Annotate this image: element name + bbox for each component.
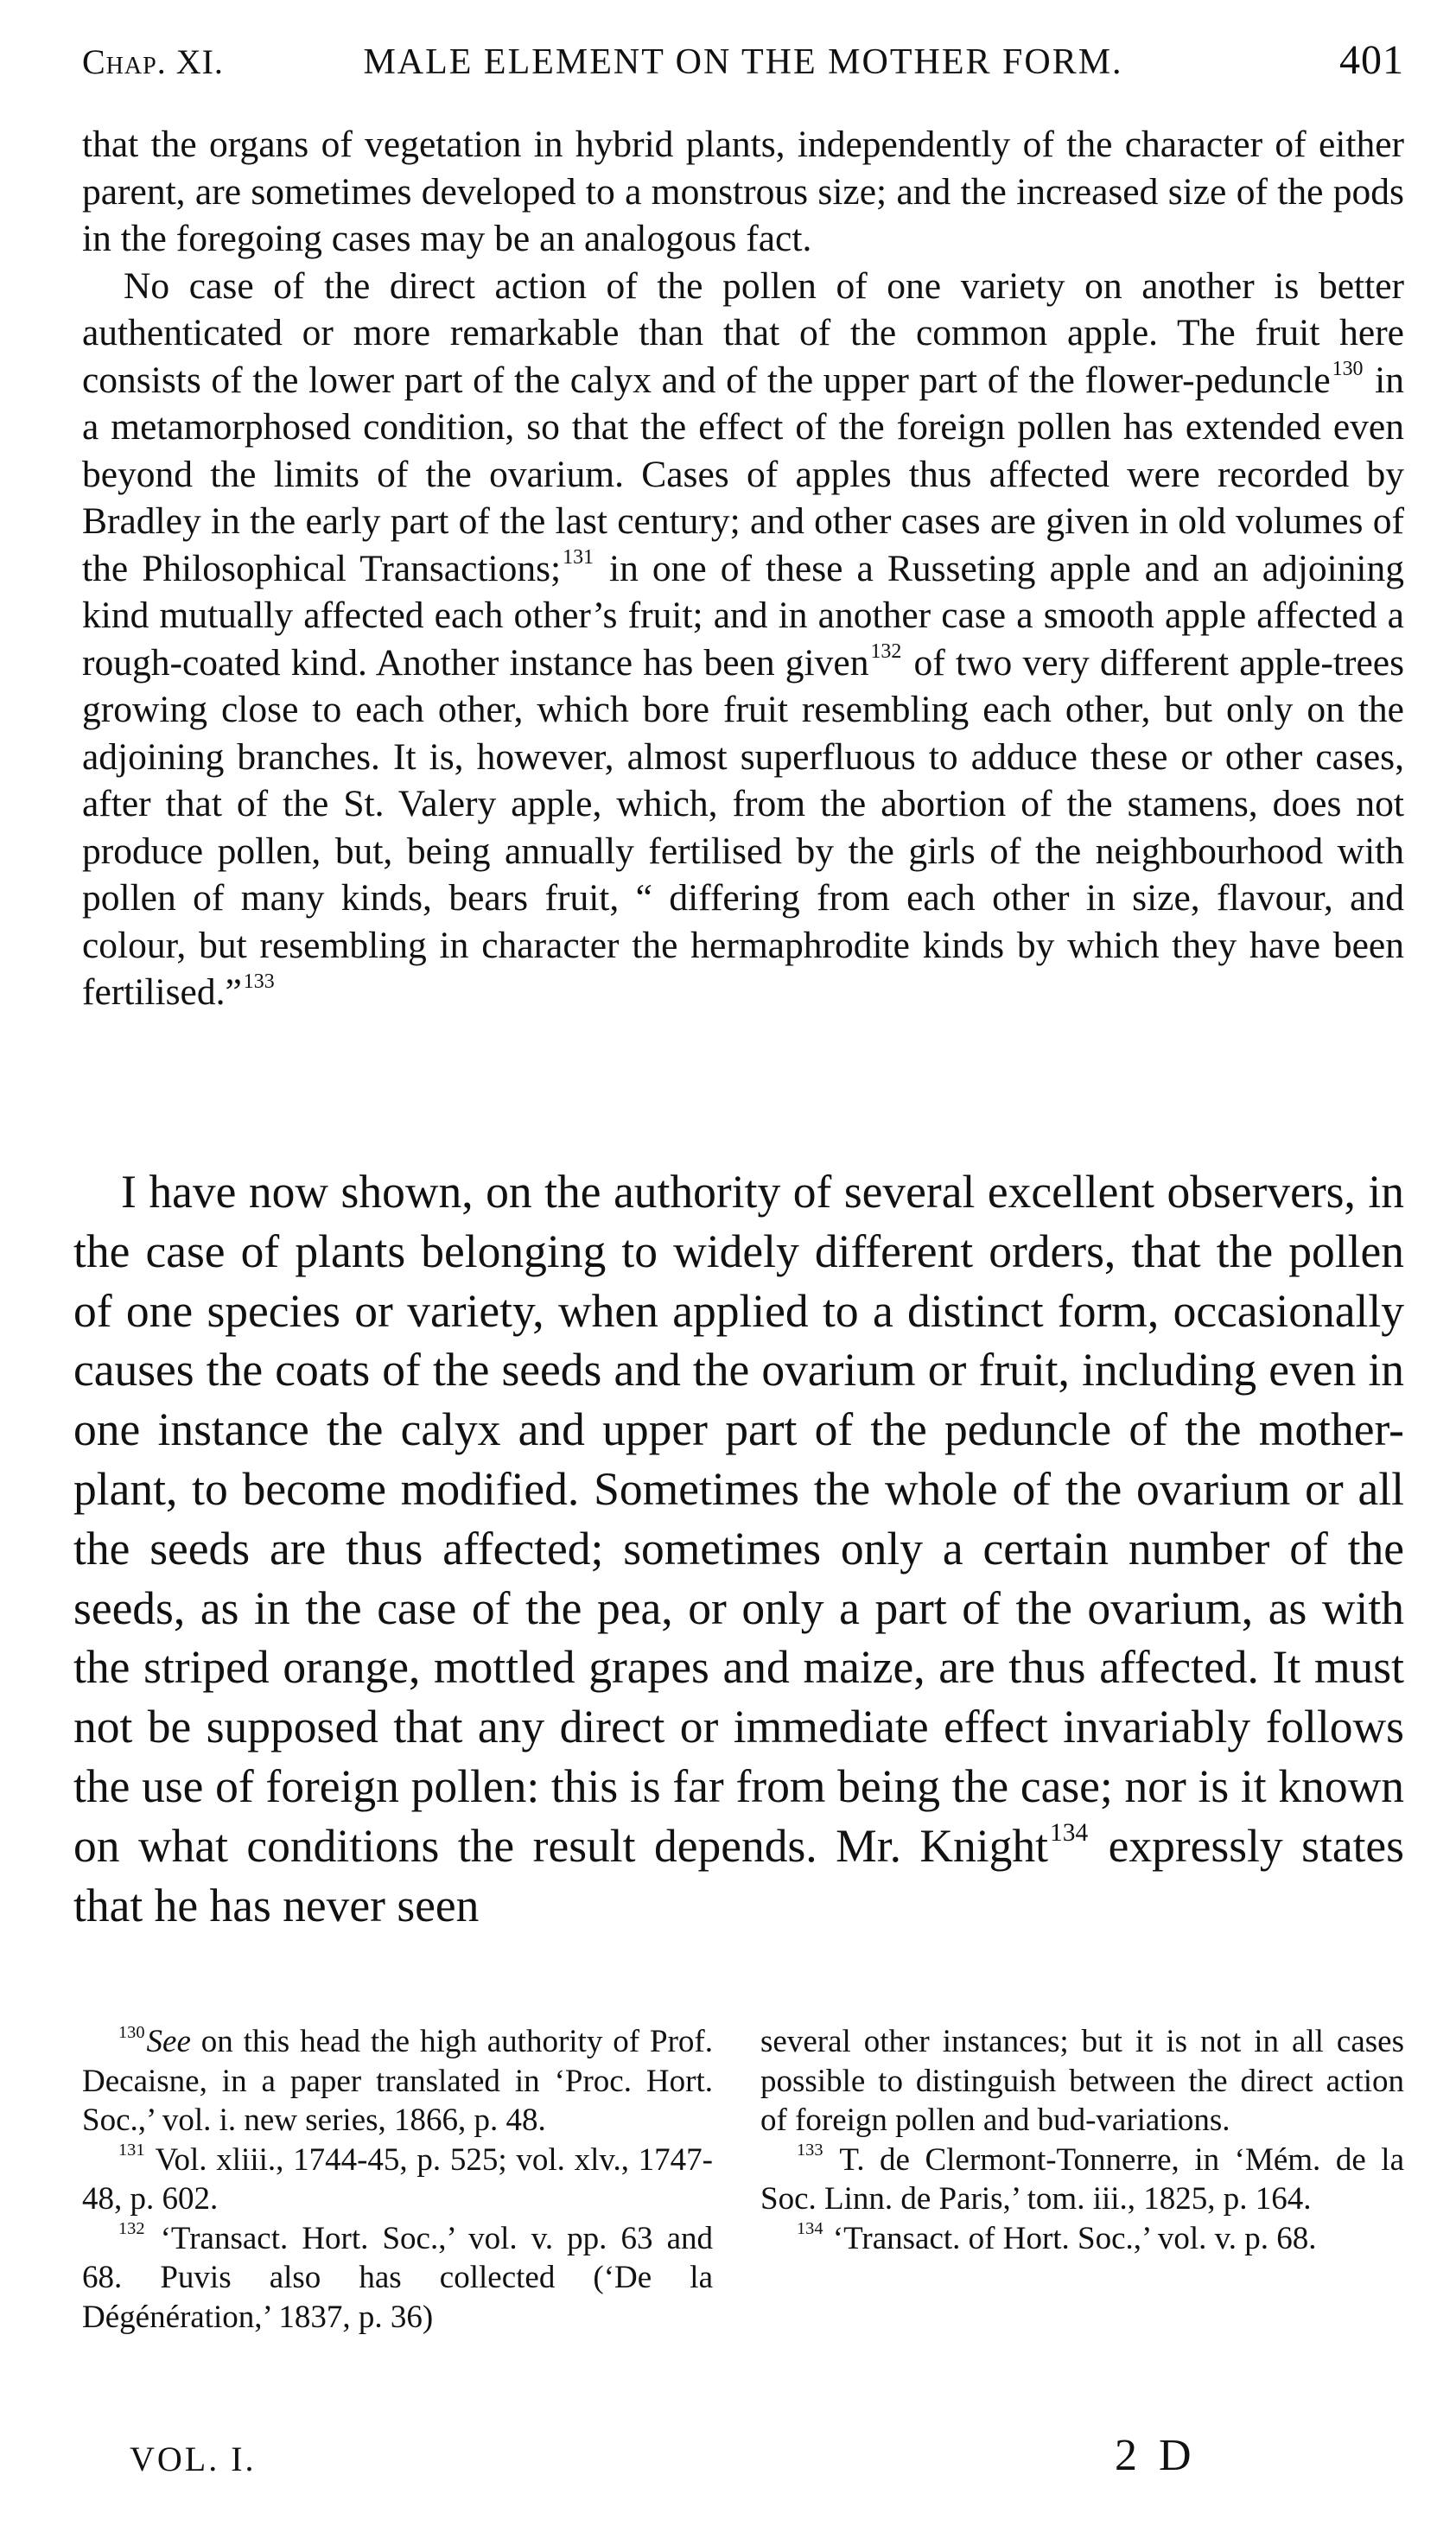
page-footer xyxy=(130,2430,1322,2482)
page-number: 401 xyxy=(1339,37,1404,83)
footnote-ref-133: 133 xyxy=(243,970,275,993)
large-print-section xyxy=(73,1162,1404,1935)
footnote-134 xyxy=(760,2219,1404,2259)
text-run: No case of the direct action of the pollen of one variety on another is better authenticated or more remarkable than that of the common apple. The fruit here consists of the lower part of the calyx and of the upper part of the flower-peduncle xyxy=(82,264,1404,401)
paragraph-continued: that the organs of vegetation in hybrid plants, independently of the character of either parent, are sometimes developed to a monstrous size; and the increased size of the pods in the foregoing cases may be an analogous fact. xyxy=(82,124,1404,259)
footnote-text: on this head the high authority of Prof. Decaisne, in a paper translated in ‘Proc. Hort. Soc.,’ vol. i. new series, 1866, p. 48. xyxy=(82,2024,713,2138)
running-title: MALE ELEMENT ON THE MOTHER FORM. xyxy=(363,42,1123,82)
signature-mark: 2 D xyxy=(1115,2431,1197,2480)
footnotes-left-column xyxy=(82,2022,713,2337)
footnote-ref-130: 130 xyxy=(1332,358,1364,381)
footnote-number: 134 xyxy=(797,2219,823,2239)
chapter-label: Chap. XI. xyxy=(82,42,224,81)
footnote-ref-134: 134 xyxy=(1050,1819,1089,1848)
footnote-number: 130 xyxy=(118,2022,145,2042)
small-print-section xyxy=(82,121,1404,1016)
footnote-text: Vol. xliii., 1744-45, p. 525; vol. xlv., 1747-48, p. 602. xyxy=(82,2141,713,2217)
footnote-ref-132: 132 xyxy=(870,640,902,664)
footnote-131 xyxy=(82,2141,713,2219)
footnote-number: 131 xyxy=(118,2141,145,2160)
text-run: expressly states that he has never seen xyxy=(73,1819,1405,1931)
footnotes-right-column xyxy=(760,2022,1404,2258)
text-run: in a metamorphosed condition, so that the effect of the foreign pollen has extended even beyond the limits of the ovarium. Cases of apples thus affected were recorded by Bradley in the early part of the last century; and other cases are given in old volumes of the Philosophical Transactions; xyxy=(82,359,1404,589)
running-header xyxy=(82,36,1404,88)
volume-label: VOL. I. xyxy=(130,2440,257,2478)
text-run: in one of these a Russeting apple and an adjoining kind mutually affected each other’s fruit; and in another case a smooth apple affected a rough-coated kind. Another instance has been given xyxy=(82,547,1405,684)
footnote-text: ‘Transact. Hort. Soc.,’ vol. v. pp. 63 and 68. Puvis also has collected (‘De la Dégénération,’ 1837, p. 36) xyxy=(82,2220,713,2335)
footnote-text: T. de Clermont-Tonnerre, in ‘Mém. de la Soc. Linn. de Paris,’ tom. iii., 1825, p. 164. xyxy=(760,2141,1404,2217)
footnote-text: ‘Transact. of Hort. Soc.,’ vol. v. p. 68. xyxy=(824,2220,1317,2256)
paragraph-summary xyxy=(73,1162,1404,1935)
footnote-number: 132 xyxy=(118,2219,145,2239)
paragraph-apple xyxy=(82,263,1404,1016)
footnote-number: 133 xyxy=(797,2141,823,2160)
text-run: I have now shown, on the authority of several excellent observers, in the case of plants belonging to widely different orders, that the pollen of one species or variety, when applied to a distinct form, occasionally causes the coats of the seeds and the ovarium or fruit, including even in one instance the calyx and upper part of the peduncle of the mother-plant, to become modified. Sometimes the whole of the ovarium or all the seeds are thus affected; sometimes only a certain number of the seeds, as in the case of the pea, or only a part of the ovarium, as with the striped orange, mottled grapes and maize, are thus affected. It must not be supposed that any direct or immediate effect invariably follows the use of foreign pollen: this is far from being the case; nor is it known on what conditions the result depends. Mr. Knight xyxy=(73,1166,1404,1872)
footnote-133 xyxy=(760,2141,1404,2219)
footnote-ref-131: 131 xyxy=(563,546,594,569)
footnote-132 xyxy=(82,2219,713,2338)
footnote-italic: See xyxy=(146,2024,191,2059)
text-run: of two very different apple-trees growing close to each other, which bore fruit resembling each other, but only on the adjoining branches. It is, however, almost superfluous to adduce these or other cases, after that of the St. Valery apple, which, from the abortion of the stamens, does not produce pollen, but, being annually fertilised by the girls of the neighbourhood with pollen of many kinds, bears fruit, “ differing from each other in size, flavour, and colour, but resembling in character the hermaphrodite kinds by which they have been fertilised.” xyxy=(82,641,1404,1013)
footnote-132-continued: several other instances; but it is not in all cases possible to distinguish between the direct action of foreign pollen and bud-variations. xyxy=(760,2024,1404,2138)
footnote-130 xyxy=(82,2022,713,2141)
